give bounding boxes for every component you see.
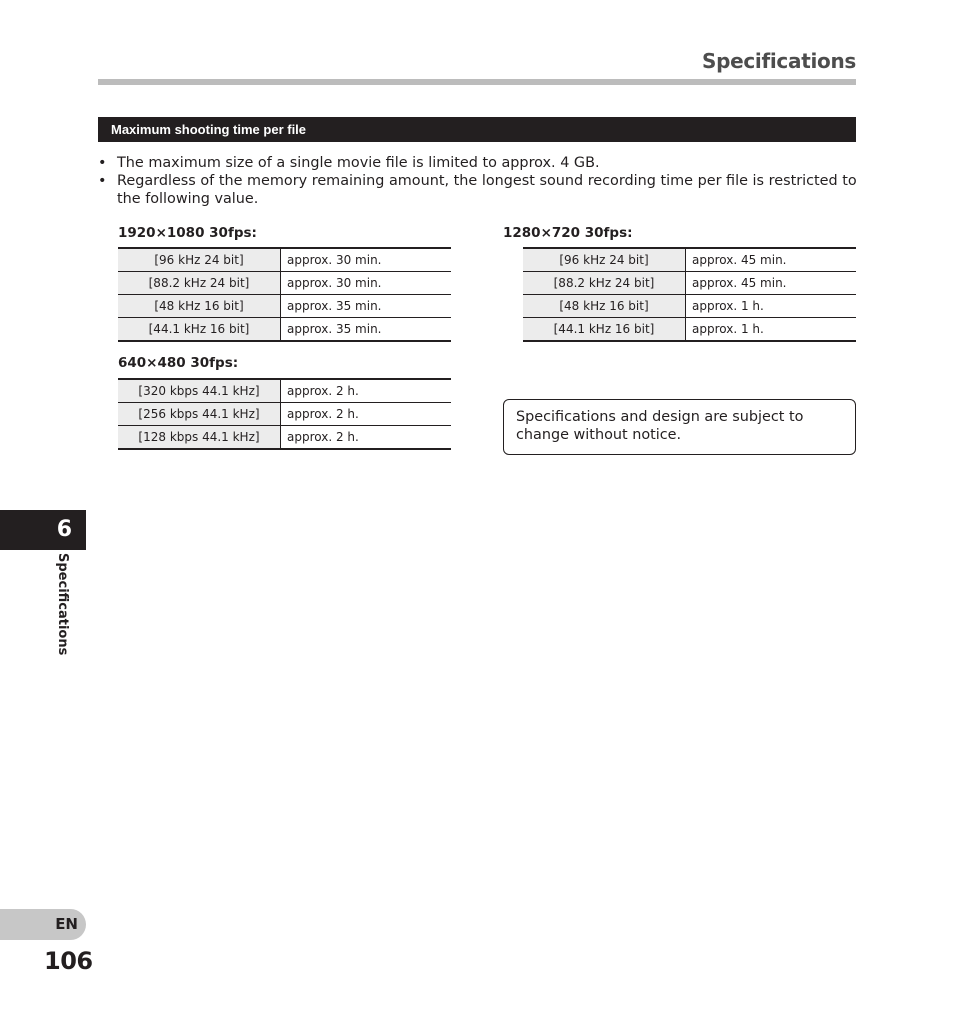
- setting-cell: [96 kHz 24 bit]: [118, 248, 281, 272]
- time-cell: approx. 35 min.: [281, 318, 452, 342]
- notice-box: Specifications and design are subject to change without notice.: [503, 399, 856, 455]
- title-rule: [98, 79, 856, 85]
- spec-table-1280x720: [523, 247, 856, 342]
- setting-cell: [96 kHz 24 bit]: [523, 248, 686, 272]
- setting-cell: [320 kbps 44.1 kHz]: [118, 379, 281, 403]
- table-row: [523, 318, 856, 342]
- setting-cell: [88.2 kHz 24 bit]: [118, 272, 281, 295]
- table-row: [118, 295, 451, 318]
- table-row: [523, 272, 856, 295]
- table-row: [118, 318, 451, 342]
- time-cell: approx. 2 h.: [281, 403, 452, 426]
- table-row: [118, 272, 451, 295]
- table-row: [118, 403, 451, 426]
- setting-cell: [48 kHz 16 bit]: [523, 295, 686, 318]
- table-row: [523, 295, 856, 318]
- bullet-dot: •: [98, 173, 107, 189]
- bullet-text: The maximum size of a single movie file is limited to approx. 4 GB.: [117, 155, 600, 171]
- bullet-item: [98, 172, 858, 208]
- bullet-text: Regardless of the memory remaining amount, the longest sound recording time per file is restricted to the following value.: [117, 173, 857, 207]
- chapter-number-tab: 6: [0, 510, 86, 550]
- spec-table-1920x1080: [118, 247, 451, 342]
- time-cell: approx. 30 min.: [287, 253, 382, 267]
- time-cell: approx. 2 h.: [281, 426, 452, 450]
- setting-cell: [48 kHz 16 bit]: [118, 295, 281, 318]
- setting-cell: [44.1 kHz 16 bit]: [523, 318, 686, 342]
- table-row: [118, 248, 451, 272]
- table-row: [523, 248, 856, 272]
- time-cell: approx. 45 min.: [686, 272, 857, 295]
- page-title: Specifications: [701, 49, 856, 73]
- time-cell: approx. 2 h.: [287, 384, 359, 398]
- table-heading-1920x1080: 1920×1080 30fps:: [118, 225, 257, 241]
- page-number: 106: [44, 947, 93, 975]
- time-cell: approx. 45 min.: [692, 253, 787, 267]
- setting-cell: [128 kbps 44.1 kHz]: [118, 426, 281, 450]
- spec-table-640x480: [118, 378, 451, 450]
- chapter-label: Specifications: [55, 553, 70, 656]
- setting-cell: [44.1 kHz 16 bit]: [118, 318, 281, 342]
- time-cell: approx. 1 h.: [686, 295, 857, 318]
- table-row: [118, 426, 451, 450]
- table-heading-1280x720: 1280×720 30fps:: [503, 225, 633, 241]
- time-cell: approx. 1 h.: [686, 318, 857, 342]
- language-tab: EN: [0, 909, 86, 940]
- bullet-dot: •: [98, 155, 107, 171]
- table-row: [118, 379, 451, 403]
- section-heading: Maximum shooting time per file: [98, 117, 856, 142]
- setting-cell: [256 kbps 44.1 kHz]: [118, 403, 281, 426]
- bullet-list: [98, 154, 858, 208]
- setting-cell: [88.2 kHz 24 bit]: [523, 272, 686, 295]
- table-heading-640x480: 640×480 30fps:: [118, 355, 239, 371]
- time-cell: approx. 30 min.: [281, 272, 452, 295]
- bullet-item: [98, 154, 858, 172]
- time-cell: approx. 35 min.: [281, 295, 452, 318]
